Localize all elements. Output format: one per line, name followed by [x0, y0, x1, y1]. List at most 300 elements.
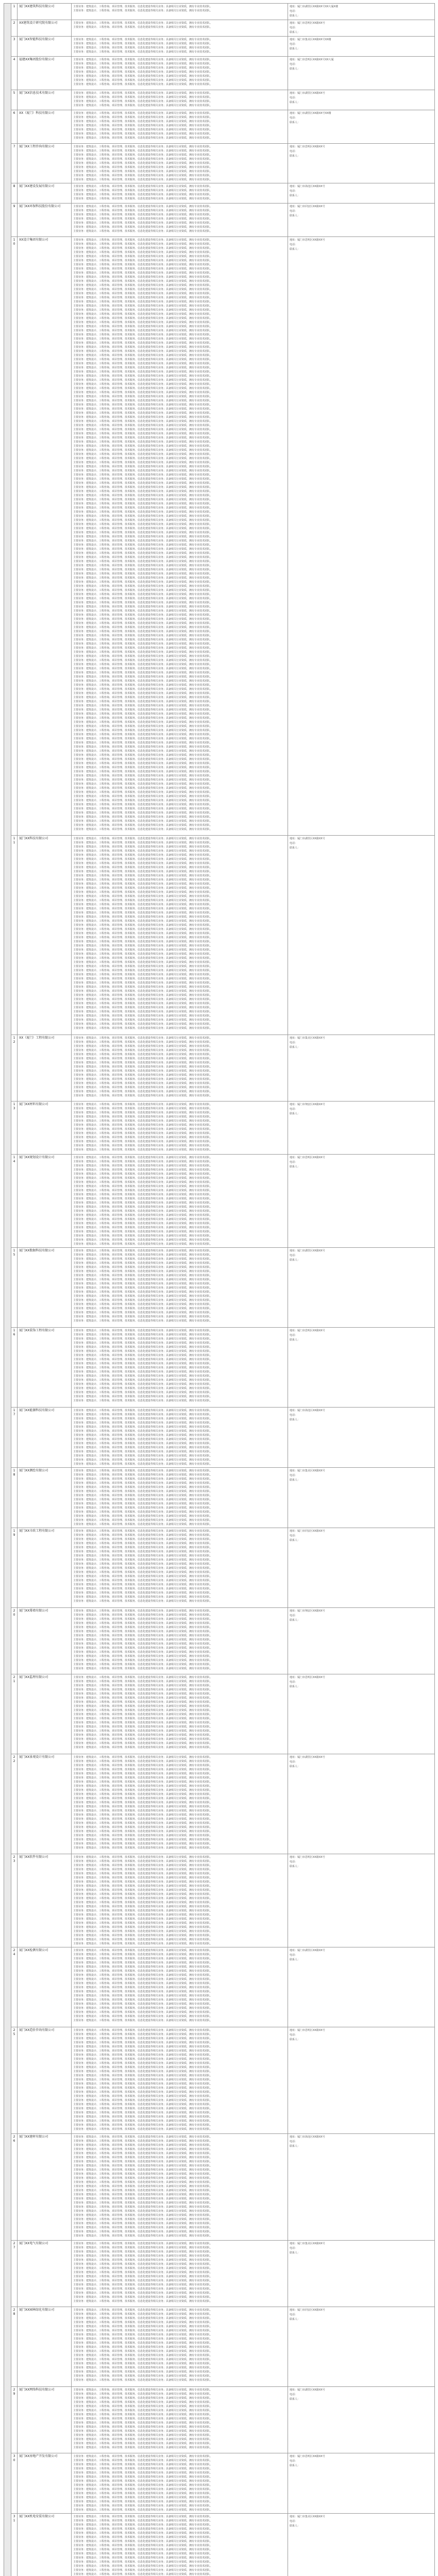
company-contact: [288, 110, 435, 144]
description-line: 主要业务：建筑设计、工程咨询、项目管理、技术服务、信息化建设等相关业务；具备相关行业资质，拥有专业技术团队。: [73, 1772, 213, 1775]
description-line: 主要业务：建筑设计、工程咨询、项目管理、技术服务、信息化建设等相关业务；具备相关行业资质，拥有专业技术团队。: [73, 2333, 213, 2336]
company-name: 厦门XX建设发展有限公司: [18, 183, 72, 204]
description-line: 主要业务：建筑设计、工程咨询、项目管理、技术服务、信息化建设等相关业务；具备相关行业资质，拥有专业技术团队。: [73, 2197, 213, 2200]
description-line: 主要业务：建筑设计、工程咨询、项目管理、技术服务、信息化建设等相关业务；具备相关行业资质，拥有专业技术团队。: [73, 1868, 213, 1871]
company-contact: [288, 2514, 435, 2576]
company-row: [4, 1947, 435, 2027]
row-number: 17: [11, 1408, 18, 1468]
description-line: 主要业务：建筑设计、工程咨询、项目管理、技术服务、信息化建设等相关业务；具备相关行业资质，拥有专业技术团队。: [73, 1185, 213, 1188]
description-line: 主要业务：建筑设计、工程咨询、项目管理、技术服务、信息化建设等相关业务；具备相关行业资质，拥有专业技术团队。: [73, 1214, 213, 1217]
company-contact: [288, 204, 435, 237]
description-line: 主要业务：建筑设计、工程咨询、项目管理、技术服务、信息化建设等相关业务；具备相关行业资质，拥有专业技术团队。: [73, 783, 213, 786]
description-line: 主要业务：建筑设计、工程咨询、项目管理、技术服务、信息化建设等相关业务；具备相关行业资质，拥有专业技术团队。: [73, 1567, 213, 1570]
description-line: 主要业务：建筑设计、工程咨询、项目管理、技术服务、信息化建设等相关业务；具备相关行业资质，拥有专业技术团队。: [73, 609, 213, 613]
description-line: 主要业务：建筑设计、工程咨询、项目管理、技术服务、信息化建设等相关业务；具备相关行业资质，拥有专业技术团队。: [73, 589, 213, 592]
contact-person: 联系人：: [290, 1112, 300, 1115]
description-line: 主要业务：建筑设计、工程咨询、项目管理、技术服务、信息化建设等相关业务；具备相关行业资质，拥有专业技术团队。: [73, 2523, 213, 2527]
description-line: 主要业务：建筑设计、工程咨询、项目管理、技术服务、信息化建设等相关业务；具备相关行业资质，拥有专业技术团队。: [73, 932, 213, 935]
description-line: 主要业务：建筑设计、工程咨询、项目管理、技术服务、信息化建设等相关业务；具备相关行业资质，拥有专业技术团队。: [73, 2111, 213, 2114]
description-line: 主要业务：建筑设计、工程咨询、项目管理、技术服务、信息化建设等相关业务；具备相关行业资质，拥有专业技术团队。: [73, 1478, 213, 1481]
description-line: 主要业务：建筑设计、工程咨询、项目管理、技术服务、信息化建设等相关业务；具备相关行业资质，拥有专业技术团队。: [73, 1530, 213, 1533]
description-line: 主要业务：建筑设计、工程咨询、项目管理、技术服务、信息化建设等相关业务；具备相关行业资质，拥有专业技术团队。: [73, 1680, 213, 1683]
company-contact: [288, 1947, 435, 2027]
contact-tel: 电话：: [290, 1161, 298, 1164]
description-line: 主要业务：建筑设计、工程咨询、项目管理、技术服务、信息化建设等相关业务；具备相关行业资质，拥有专业技术团队。: [73, 1913, 213, 1917]
description-line: 主要业务：建筑设计、工程咨询、项目管理、技术服务、信息化建设等相关业务；具备相关行业资质，拥有专业技术团队。: [73, 2115, 213, 2119]
description-line: 主要业务：建筑设计、工程咨询、项目管理、技术服务、信息化建设等相关业务；具备相关行业资质，拥有专业技术团队。: [73, 1880, 213, 1884]
company-name: 厦门XX规划设计有限公司: [18, 1155, 72, 1248]
company-contact: [288, 1248, 435, 1328]
description-line: 主要业务：建筑设计、工程咨询、项目管理、技术服务、信息化建设等相关业务；具备相关行业资质，拥有专业技术团队。: [73, 1395, 213, 1398]
description-line: 主要业务：建筑设计、工程咨询、项目管理、技术服务、信息化建设等相关业务；具备相关行业资质，拥有专业技术团队。: [73, 1692, 213, 1696]
description-line: 主要业务：建筑设计、工程咨询、项目管理、技术服务、信息化建设等相关业务；具备相关行业资质，拥有专业技术团队。: [73, 1375, 213, 1378]
description-line: 主要业务：建筑设计、工程咨询、项目管理、技术服务、信息化建设等相关业务；具备相关行业资质，拥有专业技术团队。: [73, 713, 213, 716]
description-line: 主要业务：建筑设计、工程咨询、项目管理、技术服务、信息化建设等相关业务；具备相关行业资质，拥有专业技术团队。: [73, 2234, 213, 2238]
company-row: [4, 4, 435, 20]
description-line: 主要业务：建筑设计、工程咨询、项目管理、技术服务、信息化建设等相关业务；具备相关行业资质，拥有专业技术团队。: [73, 2413, 213, 2416]
company-table-body: [4, 4, 435, 2576]
description-line: 主要业务：建筑设计、工程咨询、项目管理、技术服务、信息化建设等相关业务；具备相关行业资质，拥有专业技术团队。: [73, 2337, 213, 2341]
description-line: 主要业务：建筑设计、工程咨询、项目管理、技术服务、信息化建设等相关业务；具备相关行业资质，拥有专业技术团队。: [73, 1885, 213, 1888]
company-name: XX（厦门）科技有限公司: [18, 110, 72, 144]
description-line: 主要业务：建筑设计、工程咨询、项目管理、技术服务、信息化建设等相关业务；具备相关行业资质，拥有专业技术团队。: [73, 1655, 213, 1658]
description-line: 主要业务：建筑设计、工程咨询、项目管理、技术服务、信息化建设等相关业务；具备相关行业资质，拥有专业技术团队。: [73, 2214, 213, 2217]
description-line: 主要业务：建筑设计、工程咨询、项目管理、技术服务、信息化建设等相关业务；具备相关行业资质，拥有专业技术团队。: [73, 816, 213, 819]
company-name: 厦门XX机电安装有限公司: [18, 2514, 72, 2576]
description-line: 主要业务：建筑设计、工程咨询、项目管理、技术服务、信息化建设等相关业务；具备相关行业资质，拥有专业技术团队。: [73, 217, 213, 221]
contact-address: 地址：厦门市湖里区XX路XX号XX楼: [290, 112, 331, 115]
description-line: 主要业务：建筑设计、工程咨询、项目管理、技术服务、信息化建设等相关业务；具备相关行业资质，拥有专业技术团队。: [73, 383, 213, 386]
description-line: 主要业务：建筑设计、工程咨询、项目管理、技术服务、信息化建设等相关业务；具备相关行业资质，拥有专业技术团队。: [73, 1442, 213, 1445]
description-line: 主要业务：建筑设计、工程咨询、项目管理、技术服务、信息化建设等相关业务；具备相关行业资质，拥有专业技术团队。: [73, 2519, 213, 2522]
description-line: 主要业务：建筑设计、工程咨询、项目管理、技术服务、信息化建设等相关业务；具备相关行业资质，拥有专业技术团队。: [73, 1469, 213, 1472]
description-line: 主要业务：建筑设计、工程咨询、项目管理、技术服务、信息化建设等相关业务；具备相关行业资质，拥有专业技术团队。: [73, 1249, 213, 1252]
description-line: 主要业务：建筑设计、工程咨询、项目管理、技术服务、信息化建设等相关业务；具备相关行业资质，拥有专业技术团队。: [73, 2329, 213, 2332]
description-line: 主要业务：建筑设计、工程咨询、项目管理、技术服务、信息化建设等相关业务；具备相关行业资质，拥有专业技术团队。: [73, 1934, 213, 1937]
description-line: 主要业务：建筑设计、工程咨询、项目管理、技术服务、信息化建设等相关业务；具备相关行业资质，拥有专业技术团队。: [73, 2255, 213, 2258]
company-description: [72, 1408, 288, 1468]
description-line: 主要业务：建筑设计、工程咨询、项目管理、技术服务、信息化建设等相关业务；具备相关行业资质，拥有专业技术团队。: [73, 523, 213, 526]
description-line: 主要业务：建筑设计、工程咨询、项目管理、技术服务、信息化建设等相关业务；具备相关行业资质，拥有专业技术团队。: [73, 1270, 213, 1273]
description-line: 主要业务：建筑设计、工程咨询、项目管理、技术服务、信息化建设等相关业务；具备相关行业资质，拥有专业技术团队。: [73, 961, 213, 964]
contact-address: 地址：厦门市湖里区XX路XX号: [290, 1949, 325, 1952]
contact-tel: 电话：: [290, 2460, 298, 2463]
description-line: 主要业务：建筑设计、工程咨询、项目管理、技术服务、信息化建设等相关业务；具备相关行业资质，拥有专业技术团队。: [73, 50, 213, 54]
description-line: 主要业务：建筑设计、工程咨询、项目管理、技术服务、信息化建设等相关业务；具备相关行业资质，拥有专业技术团队。: [73, 552, 213, 555]
description-line: 主要业务：建筑设计、工程咨询、项目管理、技术服务、信息化建设等相关业务；具备相关行业资质，拥有专业技术团队。: [73, 1793, 213, 1796]
company-name: 厦门XX信息技术有限公司: [18, 90, 72, 110]
description-line: 主要业务：建筑设计、工程咨询、项目管理、技术服务、信息化建设等相关业务；具备相关行业资质，拥有专业技术团队。: [73, 638, 213, 641]
description-line: 主要业务：建筑设计、工程咨询、项目管理、技术服务、信息化建设等相关业务；具备相关行业资质，拥有专业技术团队。: [73, 2140, 213, 2143]
description-line: 主要业务：建筑设计、工程咨询、项目管理、技术服务、信息化建设等相关业务；具备相关行业资质，拥有专业技术团队。: [73, 907, 213, 910]
description-line: 主要业务：建筑设计、工程咨询、项目管理、技术服务、信息化建设等相关业务；具备相关行业资质，拥有专业技术团队。: [73, 1329, 213, 1332]
company-row: [4, 57, 435, 90]
description-line: 主要业务：建筑设计、工程咨询、项目管理、技术服务、信息化建设等相关业务；具备相关行业资质，拥有专业技术团队。: [73, 2049, 213, 2053]
description-line: 主要业务：建筑设计、工程咨询、项目管理、技术服务、信息化建设等相关业务；具备相关行业资质，拥有专业技术团队。: [73, 2540, 213, 2543]
description-line: 主要业务：建筑设计、工程咨询、项目管理、技术服务、信息化建设等相关业务；具备相关行业资质，拥有专业技术团队。: [73, 2434, 213, 2437]
description-line: 主要业务：建筑设计、工程咨询、项目管理、技术服务、信息化建设等相关业务；具备相关行业资质，拥有专业技术团队。: [73, 799, 213, 802]
description-line: 主要业务：建筑设计、工程咨询、项目管理、技术服务、信息化建设等相关业务；具备相关行业资质，拥有专业技术团队。: [73, 1168, 213, 1172]
description-line: 主要业务：建筑设计、工程咨询、项目管理、技术服务、信息化建设等相关业务；具备相关行业资质，拥有专业技术团队。: [73, 1618, 213, 1621]
description-line: 主要业务：建筑设计、工程咨询、项目管理、技术服务、信息化建设等相关业务；具备相关行业资质，拥有专业技术团队。: [73, 593, 213, 596]
contact-person: 联系人：: [290, 1865, 300, 1868]
row-number: 8: [11, 183, 18, 204]
description-line: 主要业务：建筑设计、工程咨询、项目管理、技术服务、信息化建设等相关业务；具备相关行业资质，拥有专业技术团队。: [73, 482, 213, 485]
description-line: 主要业务：建筑设计、工程咨询、项目管理、技术服务、信息化建设等相关业务；具备相关行业资质，拥有专业技术团队。: [73, 2317, 213, 2320]
description-line: 主要业务：建筑设计、工程咨询、项目管理、技术服务、信息化建设等相关业务；具备相关行业资质，拥有专业技术团队。: [73, 858, 213, 861]
description-line: 主要业务：建筑设计、工程咨询、项目管理、技术服务、信息化建设等相关业务；具备相关行业资质，拥有专业技术团队。: [73, 2455, 213, 2458]
row-number: 18: [11, 1468, 18, 1528]
description-line: 主要业务：建筑设计、工程咨询、项目管理、技术服务、信息化建设等相关业务；具备相关行业资质，拥有专业技术团队。: [73, 2459, 213, 2462]
description-line: 主要业务：建筑设计、工程咨询、项目管理、技术服务、信息化建设等相关业务；具备相关行业资质，拥有专业技术团队。: [73, 2003, 213, 2006]
description-line: 主要业务：建筑设计、工程咨询、项目管理、技术服务、信息化建设等相关业务；具备相关行业资质，拥有专业技术团队。: [73, 1546, 213, 1549]
row-number: 2: [11, 20, 18, 37]
company-name: 厦门XX检测有限公司: [18, 1947, 72, 2027]
description-line: 主要业务：建筑设计、工程咨询、项目管理、技术服务、信息化建设等相关业务；具备相关行业资质，拥有专业技术团队。: [73, 614, 213, 617]
company-description: [72, 1468, 288, 1528]
description-line: 主要业务：建筑设计、工程咨询、项目管理、技术服务、信息化建设等相关业务；具备相关行业资质，拥有专业技术团队。: [73, 2041, 213, 2044]
company-name: 厦门XX造价咨询有限公司: [18, 2027, 72, 2134]
description-line: 主要业务：建筑设计、工程咨询、项目管理、技术服务、信息化建设等相关业务；具备相关行业资质，拥有专业技术团队。: [73, 2189, 213, 2192]
company-description: [72, 1754, 288, 1854]
description-line: 主要业务：建筑设计、工程咨询、项目管理、技术服务、信息化建设等相关业务；具备相关行业资质，拥有专业技术团队。: [73, 2099, 213, 2102]
description-line: 主要业务：建筑设计、工程咨询、项目管理、技术服务、信息化建设等相关业务；具备相关行业资质，拥有专业技术团队。: [73, 680, 213, 683]
contact-person: 联系人：: [290, 1259, 300, 1262]
description-line: 主要业务：建筑设计、工程咨询、项目管理、技术服务、信息化建设等相关业务；具备相关行业资质，拥有专业技术团队。: [73, 412, 213, 415]
contact-address: 地址：厦门市湖里区XX路XX号: [290, 2388, 325, 2392]
description-line: 主要业务：建筑设计、工程咨询、项目管理、技术服务、信息化建设等相关业务；具备相关行业资质，拥有专业技术团队。: [73, 1725, 213, 1728]
contact-tel: 电话：: [290, 26, 298, 29]
description-line: 主要业务：建筑设计、工程咨询、项目管理、技术服务、信息化建设等相关业务；具备相关行业资质，拥有专业技术团队。: [73, 754, 213, 757]
description-line: 主要业务：建筑设计、工程咨询、项目管理、技术服务、信息化建设等相关业务；具备相关行业资质，拥有专业技术团队。: [73, 2201, 213, 2205]
company-name: 厦门XX材料有限公司: [18, 1101, 72, 1155]
description-line: 主要业务：建筑设计、工程咨询、项目管理、技术服务、信息化建设等相关业务；具备相关行业资质，拥有专业技术团队。: [73, 1115, 213, 1118]
description-line: 主要业务：建筑设计、工程咨询、项目管理、技术服务、信息化建设等相关业务；具备相关行业资质，拥有专业技术团队。: [73, 2496, 213, 2499]
description-line: 主要业务：建筑设计、工程咨询、项目管理、技术服务、信息化建设等相关业务；具备相关行业资质，拥有专业技术团队。: [73, 1575, 213, 1578]
description-line: 主要业务：建筑设计、工程咨询、项目管理、技术服务、信息化建设等相关业务；具备相关行业资质，拥有专业技术团队。: [73, 1709, 213, 1712]
description-line: 主要业务：建筑设计、工程咨询、项目管理、技术服务、信息化建设等相关业务；具备相关行业资质，拥有专业技术团队。: [73, 1938, 213, 1941]
description-line: 主要业务：建筑设计、工程咨询、项目管理、技术服务、信息化建设等相关业务；具备相关行业资质，拥有专业技术团队。: [73, 1717, 213, 1720]
contact-person: 联系人：: [290, 194, 300, 197]
description-line: 主要业务：建筑设计、工程咨询、项目管理、技术服务、信息化建设等相关业务；具备相关行业资质，拥有专业技术团队。: [73, 2421, 213, 2425]
description-line: 主要业务：建筑设计、工程咨询、项目管理、技术服务、信息化建设等相关业务；具备相关行业资质，拥有专业技术团队。: [73, 981, 213, 985]
contact-address: 地址：厦门市集美区XX路XX号: [290, 1037, 325, 1040]
description-line: 主要业务：建筑设计、工程咨询、项目管理、技术服务、信息化建设等相关业务；具备相关行业资质，拥有专业技术团队。: [73, 824, 213, 827]
description-line: 主要业务：建筑设计、工程咨询、项目管理、技术服务、信息化建设等相关业务；具备相关行业资质，拥有专业技术团队。: [73, 1315, 213, 1318]
row-number: 28: [11, 2307, 18, 2387]
row-number: 26: [11, 2134, 18, 2241]
contact-tel: 电话：: [290, 1414, 298, 1417]
description-line: 主要业务：建筑设计、工程咨询、项目管理、技术服务、信息化建设等相关业务；具备相关行业资质，拥有专业技术团队。: [73, 1311, 213, 1314]
description-line: 主要业务：建筑设计、工程咨询、项目管理、技术服务、信息化建设等相关业务；具备相关行业资质，拥有专业技术团队。: [73, 1554, 213, 1557]
description-line: 主要业务：建筑设计、工程咨询、项目管理、技术服务、信息化建设等相关业务；具备相关行业资质，拥有专业技术团队。: [73, 2321, 213, 2324]
description-line: 主要业务：建筑设计、工程咨询、项目管理、技术服务、信息化建设等相关业务；具备相关行业资质，拥有专业技术团队。: [73, 729, 213, 732]
description-line: 主要业务：建筑设计、工程咨询、项目管理、技术服务、信息化建设等相关业务；具备相关行业资质，拥有专业技术团队。: [73, 42, 213, 45]
description-line: 主要业务：建筑设计、工程咨询、项目管理、技术服务、信息化建设等相关业务；具备相关行业资质，拥有专业技术团队。: [73, 1210, 213, 1213]
description-line: 主要业务：建筑设计、工程咨询、项目管理、技术服务、信息化建设等相关业务；具备相关行业资质，拥有专业技术团队。: [73, 329, 213, 332]
description-line: 主要业务：建筑设计、工程咨询、项目管理、技术服务、信息化建设等相关业务；具备相关行业资质，拥有专业技术团队。: [73, 453, 213, 456]
company-name: 厦门XX景观设计有限公司: [18, 1754, 72, 1854]
description-line: 主要业务：建筑设计、工程咨询、项目管理、技术服务、信息化建设等相关业务；具备相关行业资质，拥有专业技术团队。: [73, 2309, 213, 2312]
contact-address: 地址：厦门市湖里区XX路XX号: [290, 1756, 325, 1759]
description-line: 主要业务：建筑设计、工程咨询、项目管理、技术服务、信息化建设等相关业务；具备相关行业资质，拥有专业技术团队。: [73, 2370, 213, 2374]
description-line: 主要业务：建筑设计、工程咨询、项目管理、技术服务、信息化建设等相关业务；具备相关行业资质，拥有专业技术团队。: [73, 251, 213, 254]
company-name: 厦门XX数据科技有限公司: [18, 1248, 72, 1328]
description-line: 主要业务：建筑设计、工程咨询、项目管理、技术服务、信息化建设等相关业务；具备相关行业资质，拥有专业技术团队。: [73, 651, 213, 654]
company-row: [4, 90, 435, 110]
contact-address: 地址：厦门市思明区XX路XX号: [290, 2455, 325, 2458]
description-line: 主要业务：建筑设计、工程咨询、项目管理、技术服务、信息化建设等相关业务；具备相关行业资质，拥有专业技术团队。: [73, 2019, 213, 2022]
description-line: 主要业务：建筑设计、工程咨询、项目管理、技术服务、信息化建设等相关业务；具备相关行业资质，拥有专业技术团队。: [73, 634, 213, 637]
company-contact: [288, 1468, 435, 1528]
description-line: 主要业务：建筑设计、工程咨询、项目管理、技术服务、信息化建设等相关业务；具备相关行业资质，拥有专业技术团队。: [73, 535, 213, 538]
company-name: 厦门XX环保科技股份有限公司: [18, 204, 72, 237]
description-line: 主要业务：建筑设计、工程咨询、项目管理、技术服务、信息化建设等相关业务；具备相关行业资质，拥有专业技术团队。: [73, 957, 213, 960]
description-line: 主要业务：建筑设计、工程咨询、项目管理、技术服务、信息化建设等相关业务；具备相关行业资质，拥有专业技术团队。: [73, 2045, 213, 2048]
company-contact: [288, 2241, 435, 2307]
description-line: 主要业务：建筑设计、工程咨询、项目管理、技术服务、信息化建设等相关业务；具备相关行业资质，拥有专业技术团队。: [73, 2296, 213, 2299]
description-line: 主要业务：建筑设计、工程咨询、项目管理、技术服务、信息化建设等相关业务；具备相关行业资质，拥有专业技术团队。: [73, 1814, 213, 1817]
description-line: 主要业务：建筑设计、工程咨询、项目管理、技术服务、信息化建设等相关业务；具备相关行业资质，拥有专业技术团队。: [73, 1860, 213, 1863]
description-line: 主要业务：建筑设计、工程咨询、项目管理、技术服务、信息化建设等相关业务；具备相关行业资质，拥有专业技术团队。: [73, 2164, 213, 2167]
description-line: 主要业务：建筑设计、工程咨询、项目管理、技术服务、信息化建设等相关业务；具备相关行业资质，拥有专业技术团队。: [73, 1776, 213, 1780]
description-line: 主要业务：建筑设计、工程咨询、项目管理、技术服务、信息化建设等相关业务；具备相关行业资质，拥有专业技术团队。: [73, 1978, 213, 1981]
description-line: 主要业务：建筑设计、工程咨询、项目管理、技术服务、信息化建设等相关业务；具备相关行业资质，拥有专业技术团队。: [73, 1078, 213, 1081]
description-line: 主要业务：建筑设计、工程咨询、项目管理、技术服务、信息化建设等相关业务；具备相关行业资质，拥有专业技术团队。: [73, 2156, 213, 2159]
company-name: 厦门XX软件有限公司: [18, 1854, 72, 1947]
contact-tel: 电话：: [290, 63, 298, 66]
description-line: 主要业务：建筑设计、工程咨询、项目管理、技术服务、信息化建设等相关业务；具备相关行业资质，拥有专业技术团队。: [73, 473, 213, 477]
contact-address: 地址：厦门市集美区XX路XX号: [290, 1469, 325, 1472]
company-row: [4, 37, 435, 57]
description-line: 主要业务：建筑设计、工程咨询、项目管理、技术服务、信息化建设等相关业务；具备相关行业资质，拥有专业技术团队。: [73, 2181, 213, 2184]
company-description: [72, 2307, 288, 2387]
company-contact: [288, 1754, 435, 1854]
description-line: 主要业务：建筑设计、工程咨询、项目管理、技术服务、信息化建设等相关业务；具备相关行业资质，拥有专业技术团队。: [73, 1688, 213, 1691]
description-line: 主要业务：建筑设计、工程咨询、项目管理、技术服务、信息化建设等相关业务；具备相关行业资质，拥有专业技术团队。: [73, 2397, 213, 2400]
description-line: 主要业务：建筑设计、工程咨询、项目管理、技术服务、信息化建设等相关业务；具备相关行业资质，拥有专业技术团队。: [73, 2430, 213, 2433]
description-line: 主要业务：建筑设计、工程咨询、项目管理、技术服务、信息化建设等相关业务；具备相关行业资质，拥有专业技术团队。: [73, 2313, 213, 2316]
company-description: [72, 836, 288, 1035]
contact-address: 地址：厦门市海沧区XX路XX号: [290, 185, 325, 188]
description-line: 主要业务：建筑设计、工程咨询、项目管理、技术服务、信息化建设等相关业务；具备相关行业资质，拥有专业技术团队。: [73, 1768, 213, 1771]
description-line: 主要业务：建筑设计、工程咨询、项目管理、技术服务、信息化建设等相关业务；具备相关行业资质，拥有专业技术团队。: [73, 1663, 213, 1666]
company-contact: [288, 1328, 435, 1408]
contact-address: 地址：厦门市同安区XX路XX号: [290, 2309, 325, 2312]
description-line: 主要业务：建筑设计、工程咨询、项目管理、技术服务、信息化建设等相关业务；具备相关行业资质，拥有专业技术团队。: [73, 741, 213, 744]
company-row: [4, 110, 435, 144]
description-line: 主要业务：建筑设计、工程咨询、项目管理、技术服务、信息化建设等相关业务；具备相关行业资质，拥有专业技术团队。: [73, 2492, 213, 2495]
description-line: 主要业务：建筑设计、工程咨询、项目管理、技术服务、信息化建设等相关业务；具备相关行业资质，拥有专业技术团队。: [73, 469, 213, 472]
description-line: 主要业务：建筑设计、工程咨询、项目管理、技术服务、信息化建设等相关业务；具备相关行业资质，拥有专业技术团队。: [73, 1742, 213, 1745]
company-name: 厦门XX房地产开发有限公司: [18, 2453, 72, 2514]
contact-tel: 电话：: [290, 210, 298, 213]
description-line: 主要业务：建筑设计、工程咨询、项目管理、技术服务、信息化建设等相关业务；具备相关行业资质，拥有专业技术团队。: [73, 465, 213, 468]
description-line: 主要业务：建筑设计、工程咨询、项目管理、技术服务、信息化建设等相关业务；具备相关行业资质，拥有专业技术团队。: [73, 585, 213, 588]
contact-tel: 电话：: [290, 1614, 298, 1617]
row-number: 5: [11, 90, 18, 110]
company-row: [4, 2307, 435, 2387]
contact-person: 联系人：: [290, 1958, 300, 1961]
description-line: 主要业务：建筑设计、工程咨询、项目管理、技术服务、信息化建设等相关业务；具备相关行业资质，拥有专业技术团队。: [73, 2358, 213, 2361]
description-line: 主要业务：建筑设计、工程咨询、项目管理、技术服务、信息化建设等相关业务；具备相关行业资质，拥有专业技术团队。: [73, 440, 213, 444]
description-line: 主要业务：建筑设计、工程咨询、项目管理、技术服务、信息化建设等相关业务；具备相关行业资质，拥有专业技术团队。: [73, 1563, 213, 1566]
description-line: 主要业务：建筑设计、工程咨询、项目管理、技术服务、信息化建设等相关业务；具备相关行业资质，拥有专业技术团队。: [73, 1822, 213, 1825]
description-line: 主要业务：建筑设计、工程咨询、项目管理、技术服务、信息化建设等相关业务；具备相关行业资质，拥有专业技术团队。: [73, 733, 213, 736]
description-line: 主要业务：建筑设计、工程咨询、项目管理、技术服务、信息化建设等相关业务；具备相关行业资质，拥有专业技术团队。: [73, 1721, 213, 1724]
description-line: 主要业务：建筑设计、工程咨询、项目管理、技术服务、信息化建设等相关业务；具备相关行业资质，拥有专业技术团队。: [73, 92, 213, 95]
description-line: 主要业务：建筑设计、工程咨询、项目管理、技术服务、信息化建设等相关业务；具备相关行业资质，拥有专业技术团队。: [73, 46, 213, 49]
description-line: 主要业务：建筑设计、工程咨询、项目管理、技术服务、信息化建设等相关业务；具备相关行业资质，拥有专业技术团队。: [73, 878, 213, 882]
contact-tel: 电话：: [290, 96, 298, 99]
company-description: [72, 1328, 288, 1408]
description-line: 主要业务：建筑设计、工程咨询、项目管理、技术服务、信息化建设等相关业务；具备相关行业资质，拥有专业技术团队。: [73, 1490, 213, 1493]
contact-tel: 电话：: [290, 1474, 298, 1477]
description-line: 主要业务：建筑设计、工程咨询、项目管理、技术服务、信息化建设等相关业务；具备相关行业资质，拥有专业技术团队。: [73, 1830, 213, 1833]
company-description: [72, 110, 288, 144]
company-description: [72, 144, 288, 183]
contact-tel: 电话：: [290, 1681, 298, 1684]
description-line: 主要业务：建筑设计、工程咨询、项目管理、技术服务、信息化建设等相关业务；具备相关行业资质，拥有专业技术团队。: [73, 1454, 213, 1458]
description-line: 主要业务：建筑设计、工程咨询、项目管理、技术服务、信息化建设等相关业务；具备相关行业资质，拥有专业技术团队。: [73, 1164, 213, 1167]
description-line: 主要业务：建筑设计、工程咨询、项目管理、技术服务、信息化建设等相关业务；具备相关行业资质，拥有专业技术团队。: [73, 1409, 213, 1412]
description-line: 主要业务：建筑设计、工程咨询、项目管理、技术服务、信息化建设等相关业务；具备相关行业资质，拥有专业技术团队。: [73, 1156, 213, 1159]
description-line: 主要业务：建筑设计、工程咨询、项目管理、技术服务、信息化建设等相关业务；具备相关行业资质，拥有专业技术团队。: [73, 2210, 213, 2213]
company-description: [72, 1947, 288, 2027]
description-line: 主要业务：建筑设计、工程咨询、项目管理、技术服务、信息化建设等相关业务；具备相关行业资质，拥有专业技术团队。: [73, 977, 213, 980]
company-description: [72, 1608, 288, 1674]
company-contact: [288, 2387, 435, 2453]
description-line: 主要业务：建筑设计、工程咨询、项目管理、技术服务、信息化建设等相关业务；具备相关行业资质，拥有专业技术团队。: [73, 304, 213, 308]
description-line: 主要业务：建筑设计、工程咨询、项目管理、技术服务、信息化建设等相关业务；具备相关行业资质，拥有专业技术团队。: [73, 1974, 213, 1977]
description-line: 主要业务：建筑设计、工程咨询、项目管理、技术服务、信息化建设等相关业务；具备相关行业资质，拥有专业技术团队。: [73, 2350, 213, 2353]
description-line: 主要业务：建筑设计、工程咨询、项目管理、技术服务、信息化建设等相关业务；具备相关行业资质，拥有专业技术团队。: [73, 2070, 213, 2073]
description-line: 主要业务：建筑设计、工程咨询、项目管理、技术服务、信息化建设等相关业务；具备相关行业资质，拥有专业技术团队。: [73, 2148, 213, 2151]
company-contact: [288, 1035, 435, 1101]
company-row: [4, 237, 435, 836]
company-description: [72, 237, 288, 836]
description-line: 主要业务：建筑设计、工程咨询、项目管理、技术服务、信息化建设等相关业务；具备相关行业资质，拥有专业技术团队。: [73, 1291, 213, 1294]
description-line: 主要业务：建筑设计、工程咨询、项目管理、技术服务、信息化建设等相关业务；具备相关行业资质，拥有专业技术团队。: [73, 618, 213, 621]
description-line: 主要业务：建筑设计、工程咨询、项目管理、技术服务、信息化建设等相关业务；具备相关行业资质，拥有专业技术团队。: [73, 166, 213, 169]
description-line: 主要业务：建筑设计、工程咨询、项目管理、技术服务、信息化建设等相关业务；具备相关行业资质，拥有专业技术团队。: [73, 395, 213, 398]
description-line: 主要业务：建筑设计、工程咨询、项目管理、技术服务、信息化建设等相关业务；具备相关行业资质，拥有专业技术团队。: [73, 2082, 213, 2086]
description-line: 主要业务：建筑设计、工程咨询、项目管理、技术服务、信息化建设等相关业务；具备相关行业资质，拥有专业技术团队。: [73, 79, 213, 82]
description-line: 主要业务：建筑设计、工程咨询、项目管理、技术服务、信息化建设等相关业务；具备相关行业资质，拥有专业技术团队。: [73, 1764, 213, 1767]
description-line: 主要业务：建筑设计、工程咨询、项目管理、技术服务、信息化建设等相关业务；具备相关行业资质，拥有专业技术团队。: [73, 1994, 213, 1997]
description-line: 主要业务：建筑设计、工程咨询、项目管理、技术服务、信息化建设等相关业务；具备相关行业资质，拥有专业技术团队。: [73, 1953, 213, 1956]
description-line: 主要业务：建筑设计、工程咨询、项目管理、技术服务、信息化建设等相关业务；具备相关行业资质，拥有专业技术团队。: [73, 2054, 213, 2057]
contact-person: 联系人：: [290, 1685, 300, 1688]
row-number: 9: [11, 204, 18, 237]
contact-address: 地址：厦门市思明区XX路XX号: [290, 239, 325, 242]
description-line: 主要业务：建筑设计、工程咨询、项目管理、技术服务、信息化建设等相关业务；具备相关行业资质，拥有专业技术团队。: [73, 1193, 213, 1196]
description-line: 主要业务：建筑设计、工程咨询、项目管理、技术服务、信息化建设等相关业务；具备相关行业资质，拥有专业技术团队。: [73, 671, 213, 674]
contact-address: 地址：厦门市翔安区XX路XX号: [290, 1103, 325, 1106]
row-number: 20: [11, 1608, 18, 1674]
company-name: 厦门XX装饰工程有限公司: [18, 1328, 72, 1408]
description-line: 主要业务：建筑设计、工程咨询、项目管理、技术服务、信息化建设等相关业务；具备相关行业资质，拥有专业技术团队。: [73, 2504, 213, 2507]
description-line: 主要业务：建筑设计、工程咨询、项目管理、技术服务、信息化建设等相关业务；具备相关行业资质，拥有专业技术团队。: [73, 766, 213, 769]
company-description: [72, 2027, 288, 2134]
company-table: [4, 3, 435, 2576]
description-line: 主要业务：建筑设计、工程咨询、项目管理、技术服务、信息化建设等相关业务；具备相关行业资质，拥有专业技术团队。: [73, 2033, 213, 2036]
company-contact: [288, 1854, 435, 1947]
description-line: 主要业务：建筑设计、工程咨询、项目管理、技术服务、信息化建设等相关业务；具备相关行业资质，拥有专业技术团队。: [73, 762, 213, 765]
company-row: [4, 1248, 435, 1328]
description-line: 主要业务：建筑设计、工程咨询、项目管理、技术服务、信息化建设等相关业务；具备相关行业资质，拥有专业技术团队。: [73, 2476, 213, 2479]
description-line: 主要业务：建筑设计、工程咨询、项目管理、技术服务、信息化建设等相关业务；具备相关行业资质，拥有专业技术团队。: [73, 494, 213, 497]
description-line: 主要业务：建筑设计、工程咨询、项目管理、技术服务、信息化建设等相关业务；具备相关行业资质，拥有专业技术团队。: [73, 891, 213, 894]
description-line: 主要业务：建筑设计、工程咨询、项目管理、技术服务、信息化建设等相关业务；具备相关行业资质，拥有专业技术团队。: [73, 313, 213, 316]
description-line: 主要业务：建筑设计、工程咨询、项目管理、技术服务、信息化建设等相关业务；具备相关行业资质，拥有专业技术团队。: [73, 667, 213, 670]
description-line: 主要业务：建筑设计、工程咨询、项目管理、技术服务、信息化建设等相关业务；具备相关行业资质，拥有专业技术团队。: [73, 502, 213, 505]
description-line: 主要业务：建筑设计、工程咨询、项目管理、技术服务、信息化建设等相关业务；具备相关行业资质，拥有专业技术团队。: [73, 1746, 213, 1749]
description-line: 主要业务：建筑设计、工程咨询、项目管理、技术服务、信息化建设等相关业务；具备相关行业资质，拥有专业技术团队。: [73, 1498, 213, 1501]
description-line: 主要业务：建筑设计、工程咨询、项目管理、技术服务、信息化建设等相关业务；具备相关行业资质，拥有专业技术团队。: [73, 1889, 213, 1892]
description-line: 主要业务：建筑设计、工程咨询、项目管理、技术服务、信息化建设等相关业务；具备相关行业资质，拥有专业技术团队。: [73, 539, 213, 543]
description-line: 主要业务：建筑设计、工程咨询、项目管理、技术服务、信息化建设等相关业务；具备相关行业资质，拥有专业技术团队。: [73, 940, 213, 943]
description-line: 主要业务：建筑设计、工程咨询、项目管理、技术服务、信息化建设等相关业务；具备相关行业资质，拥有专业技术团队。: [73, 1413, 213, 1416]
description-line: 主要业务：建筑设计、工程咨询、项目管理、技术服务、信息化建设等相关业务；具备相关行业资质，拥有专业技术团队。: [73, 1459, 213, 1462]
description-line: 主要业务：建筑设计、工程咨询、项目管理、技术服务、信息化建设等相关业务；具备相关行业资质，拥有专业技术团队。: [73, 1107, 213, 1110]
description-line: 主要业务：建筑设计、工程咨询、项目管理、技术服务、信息化建设等相关业务；具备相关行业资质，拥有专业技术团队。: [73, 71, 213, 74]
description-line: 主要业务：建筑设计、工程咨询、项目管理、技术服务、信息化建设等相关业务；具备相关行业资质，拥有专业技术团队。: [73, 149, 213, 152]
description-line: 主要业务：建筑设计、工程咨询、项目管理、技术服务、信息化建设等相关业务；具备相关行业资质，拥有专业技术团队。: [73, 1222, 213, 1225]
contact-address: 地址：厦门市翔安区XX路XX号: [290, 1609, 325, 1613]
description-line: 主要业务：建筑设计、工程咨询、项目管理、技术服务、信息化建设等相关业务；具备相关行业资质，拥有专业技术团队。: [73, 1781, 213, 1784]
description-line: 主要业务：建筑设计、工程咨询、项目管理、技术服务、信息化建设等相关业务；具备相关行业资质，拥有专业技术团队。: [73, 9, 213, 12]
description-line: 主要业务：建筑设计、工程咨询、项目管理、技术服务、信息化建设等相关业务；具备相关行业资质，拥有专业技术团队。: [73, 572, 213, 575]
description-line: 主要业务：建筑设计、工程咨询、项目管理、技术服务、信息化建设等相关业务；具备相关行业资质，拥有专业技术团队。: [73, 969, 213, 972]
contact-person: 联系人：: [290, 846, 300, 850]
description-line: 主要业务：建筑设计、工程咨询、项目管理、技术服务、信息化建设等相关业务；具备相关行业资质，拥有专业技术团队。: [73, 178, 213, 181]
description-line: 主要业务：建筑设计、工程咨询、项目管理、技术服务、信息化建设等相关业务；具备相关行业资质，拥有专业技术团队。: [73, 1738, 213, 1741]
contact-person: 联系人：: [290, 2251, 300, 2255]
description-line: 主要业务：建筑设计、工程咨询、项目管理、技术服务、信息化建设等相关业务；具备相关行业资质，拥有专业技术团队。: [73, 2426, 213, 2429]
description-line: 主要业务：建筑设计、工程咨询、项目管理、技术服务、信息化建设等相关业务；具备相关行业资质，拥有专业技术团队。: [73, 1177, 213, 1180]
description-line: 主要业务：建筑设计、工程咨询、项目管理、技术服务、信息化建设等相关业务；具备相关行业资质，拥有专业技术团队。: [73, 2250, 213, 2253]
description-line: 主要业务：建筑设计、工程咨询、项目管理、技术服务、信息化建设等相关业务；具备相关行业资质，拥有专业技术团队。: [73, 2185, 213, 2188]
company-row: [4, 204, 435, 237]
description-line: 主要业务：建筑设计、工程咨询、项目管理、技术服务、信息化建设等相关业务；具备相关行业资质，拥有专业技术团队。: [73, 920, 213, 923]
company-name: 厦门XX科技有限公司: [18, 836, 72, 1035]
description-line: 主要业务：建筑设计、工程咨询、项目管理、技术服务、信息化建设等相关业务；具备相关行业资质，拥有专业技术团队。: [73, 1684, 213, 1687]
company-row: [4, 1155, 435, 1248]
description-line: 主要业务：建筑设计、工程咨询、项目管理、技术服务、信息化建设等相关业务；具备相关行业资质，拥有专业技术团队。: [73, 2091, 213, 2094]
description-line: 主要业务：建筑设计、工程咨询、项目管理、技术服务、信息化建设等相关业务；具备相关行业资质，拥有专业技术团队。: [73, 2375, 213, 2378]
contact-tel: 电话：: [290, 1954, 298, 1957]
description-line: 主要业务：建筑设计、工程咨询、项目管理、技术服务、信息化建设等相关业务；具备相关行业资质，拥有专业技术团队。: [73, 750, 213, 753]
description-line: 主要业务：建筑设计、工程咨询、项目管理、技术服务、信息化建设等相关业务；具备相关行业资质，拥有专业技术团队。: [73, 370, 213, 374]
contact-tel: 电话：: [290, 2520, 298, 2523]
contact-address: 地址：厦门市湖里区XX路XX号: [290, 1249, 325, 1252]
description-line: 主要业务：建筑设计、工程咨询、项目管理、技术服务、信息化建设等相关业务；具备相关行业资质，拥有专业技术团队。: [73, 2193, 213, 2196]
row-number: 29: [11, 2387, 18, 2453]
description-line: 主要业务：建筑设计、工程咨询、项目管理、技术服务、信息化建设等相关业务；具备相关行业资质，拥有专业技术团队。: [73, 2058, 213, 2061]
description-line: 主要业务：建筑设计、工程咨询、项目管理、技术服务、信息化建设等相关业务；具备相关行业资质，拥有专业技术团队。: [73, 1399, 213, 1402]
description-line: 主要业务：建筑设计、工程咨询、项目管理、技术服务、信息化建设等相关业务；具备相关行业资质，拥有专业技术团队。: [73, 38, 213, 41]
description-line: 主要业务：建筑设计、工程咨询、项目管理、技术服务、信息化建设等相关业务；具备相关行业资质，拥有专业技术团队。: [73, 239, 213, 242]
description-line: 主要业务：建筑设计、工程咨询、项目管理、技术服务、信息化建设等相关业务；具备相关行业资质，拥有专业技术团队。: [73, 2484, 213, 2487]
description-line: 主要业务：建筑设计、工程咨询、项目管理、技术服务、信息化建设等相关业务；具备相关行业资质，拥有专业技术团队。: [73, 193, 213, 196]
description-line: 主要业务：建筑设计、工程咨询、项目管理、技术服务、信息化建设等相关业务；具备相关行业资质，拥有专业技术团队。: [73, 1506, 213, 1510]
company-row: [4, 836, 435, 1035]
description-line: 主要业务：建筑设计、工程咨询、项目管理、技术服务、信息化建设等相关业务；具备相关行业资质，拥有专业技术团队。: [73, 137, 213, 140]
description-line: 主要业务：建筑设计、工程咨询、项目管理、技术服务、信息化建设等相关业务；具备相关行业资质，拥有专业技术团队。: [73, 170, 213, 173]
description-line: 主要业务：建筑设计、工程咨询、项目管理、技术服务、信息化建设等相关业务；具备相关行业资质，拥有专业技术团队。: [73, 2095, 213, 2098]
description-line: 主要业务：建筑设计、工程咨询、项目管理、技术服务、信息化建设等相关业务；具备相关行业资质，拥有专业技术团队。: [73, 626, 213, 629]
